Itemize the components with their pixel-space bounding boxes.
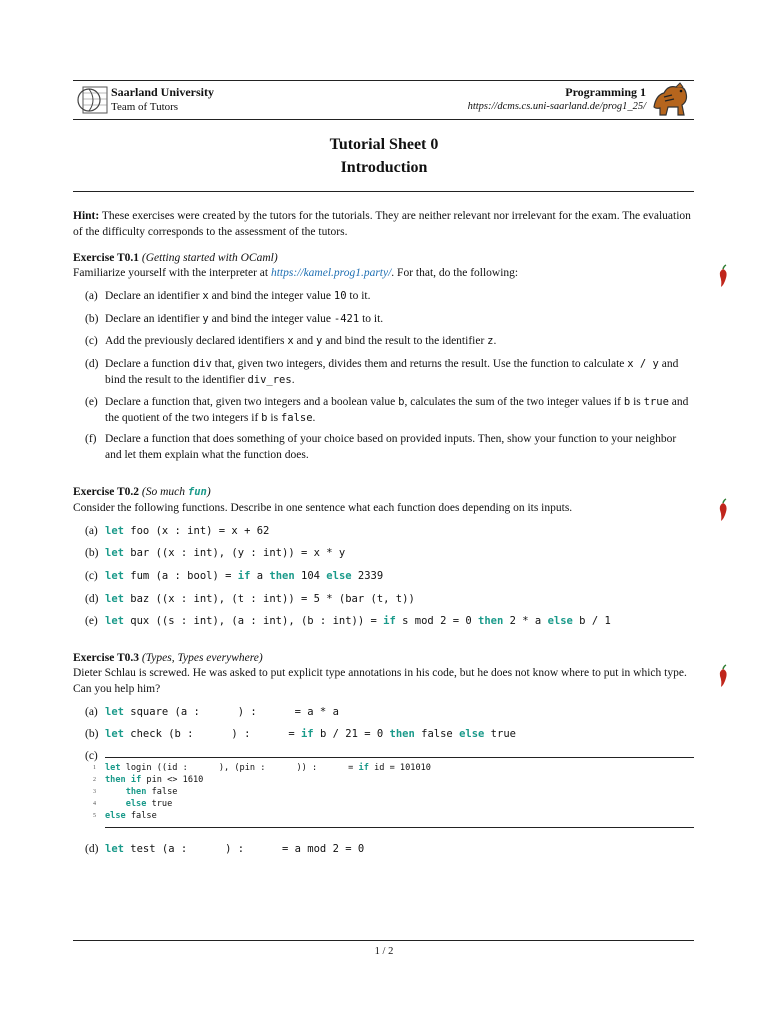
code-keyword: then (105, 775, 126, 785)
code-text: pin <> 1610 (141, 775, 204, 785)
item-code: b (623, 396, 631, 408)
camel-logo (650, 81, 690, 119)
exercise-2-item-d (85, 592, 695, 608)
sheet-subtitle: Introduction (340, 159, 428, 176)
code-text: a (250, 570, 270, 582)
exercise-1-item-d (85, 357, 695, 388)
exercise-3-subtitle: (Types, Types everywhere) (141, 652, 263, 664)
exercise-2-item-a (85, 524, 695, 540)
exercise-3-name: Exercise T0.3 (73, 652, 140, 664)
item-text: . (291, 373, 295, 386)
item-text: Add the previously declared identifiers (105, 335, 288, 347)
code-line (105, 774, 203, 786)
item-label: (a) (85, 525, 98, 537)
chili-icon (716, 264, 730, 288)
code-indent (105, 799, 126, 809)
code-text: check (b : ) : = (123, 728, 301, 740)
course-url[interactable]: https://dcms.cs.uni-saarland.de/prog1_25/ (467, 101, 646, 112)
exercise-2-subtitle (142, 486, 211, 498)
exercise-3-item-b (85, 727, 695, 743)
exercise-2-heading (73, 485, 698, 501)
item-code: z (487, 335, 494, 347)
exercise-3-intro: Dieter Schlau is screwed. He was asked to put explicit type annotations in his code, but he does not know where to put in which type. Can you help him? (73, 667, 687, 695)
item-code: x / y (627, 358, 659, 370)
exercise-2-subtitle-pre: (So much (141, 486, 188, 498)
item-text: , calculates the sum of the two integer values if (404, 396, 624, 408)
exercise-1-item-f (85, 432, 695, 463)
exercise-2-subtitle-post: ) (206, 486, 211, 498)
exercise-2-item-b (85, 546, 695, 562)
code-keyword: let (105, 525, 124, 537)
code-keyword: else (459, 728, 485, 740)
exercise-1-item-a (85, 289, 695, 305)
page-number: 1 / 2 (374, 946, 394, 957)
item-code: div (192, 358, 212, 370)
exercise-1-item-b (85, 312, 695, 328)
code-text: false (414, 728, 460, 740)
exercise-3-heading (73, 651, 698, 667)
sheet-title: Tutorial Sheet 0 (329, 136, 439, 153)
code-keyword: then (389, 728, 415, 740)
line-number: 5 (93, 813, 96, 819)
code-text: login ((id : ), (pin : )) : = (120, 763, 359, 773)
code-text: false (125, 811, 157, 821)
item-label: (b) (85, 313, 99, 325)
item-code: div_res (247, 373, 292, 386)
code-text: id = 101010 (368, 763, 431, 773)
code-text: true (146, 799, 173, 809)
code-keyword: else (105, 811, 126, 821)
item-text: Declare a function that, given two integers and a boolean value (105, 396, 399, 408)
item-code: x (202, 290, 209, 302)
code-keyword: else (547, 615, 573, 627)
item-label: (f) (85, 433, 97, 445)
exercise-2-name: Exercise T0.2 (73, 486, 140, 498)
code-keyword: let (105, 763, 121, 773)
code-keyword: let (105, 615, 124, 627)
exercise-2-item-c (85, 569, 695, 585)
footer-rule (73, 940, 694, 941)
code-keyword: let (105, 593, 124, 605)
team-name: Team of Tutors (111, 101, 179, 113)
item-text: that, given two integers, divides them and returns the result. Use the function to calculate (211, 358, 628, 370)
exercise-1-item-e (85, 395, 695, 426)
code-text: 104 (294, 570, 327, 582)
interpreter-link[interactable]: https://kamel.prog1.party/ (270, 267, 392, 279)
code-text: false (146, 787, 178, 797)
code-text: foo (x : int) = x + 62 (123, 525, 270, 537)
header-bottom-rule (73, 119, 694, 120)
item-label: (c) (85, 570, 98, 582)
code-listing-bottom-rule (105, 827, 694, 828)
item-label: (d) (85, 593, 99, 605)
item-text: to it. (359, 313, 384, 325)
item-label: (c) (85, 335, 98, 347)
code-keyword: then (269, 570, 295, 582)
code-text: true (484, 728, 516, 740)
item-text: and (293, 335, 317, 347)
item-text: is (630, 396, 644, 408)
code-keyword: if (383, 615, 396, 627)
line-number: 2 (93, 777, 96, 783)
exercise-1-intro-tail: . For that, do the following: (391, 267, 519, 279)
code-keyword: else (125, 799, 147, 809)
item-label: (b) (85, 728, 99, 740)
exercise-1-item-c (85, 334, 695, 350)
code-text: b / 21 = 0 (313, 728, 390, 740)
hint-label: Hint: (73, 210, 100, 222)
item-label: (e) (85, 615, 98, 627)
exercise-1-intro (73, 266, 698, 282)
code-indent (105, 787, 126, 797)
code-keyword: then (125, 787, 147, 797)
item-text: and bind the result to the identifier (322, 335, 488, 347)
chili-icon (716, 664, 730, 688)
course-name: Programming 1 (565, 85, 646, 99)
code-text: s mod 2 = 0 (395, 615, 478, 627)
code-text: baz ((x : int), (t : int)) = 5 * (bar (t, t)) (123, 593, 415, 605)
exercise-3-item-d (85, 842, 695, 858)
code-keyword: let (105, 843, 124, 855)
exercise-2-intro: Consider the following functions. Describe in one sentence what each function does depending on its inputs. (73, 502, 573, 514)
item-text: and bind the result to the identifier (105, 358, 679, 386)
code-text: bar ((x : int), (y : int)) = x * y (123, 547, 346, 559)
code-listing-top-rule (105, 757, 694, 758)
item-label: (c) (85, 750, 98, 762)
code-text: 2 * a (503, 615, 548, 627)
item-text: and bind the integer value (208, 290, 334, 302)
code-text: qux ((s : int), (a : int), (b : int)) = (123, 615, 384, 627)
item-code: x (287, 335, 294, 347)
line-number: 1 (93, 765, 96, 771)
item-label: (a) (85, 290, 98, 302)
header-top-rule (73, 80, 694, 81)
exercise-1-intro-text: Familiarize yourself with the interpreter at (73, 267, 271, 279)
code-text: 2339 (351, 570, 384, 582)
exercise-2-subtitle-code: fun (187, 486, 207, 498)
code-keyword: let (105, 547, 124, 559)
item-text: and the quotient of the two integers if (105, 396, 689, 424)
chili-icon (716, 498, 730, 522)
item-label: (d) (85, 843, 99, 855)
item-text: Declare an identifier (105, 313, 203, 325)
line-number: 4 (93, 801, 96, 807)
hint-text: These exercises were created by the tutors for the tutorials. They are neither relevant nor irrelevant for the exam. The evaluation of the difficulty corresponds to the assessment of the tutors. (73, 210, 691, 238)
code-keyword: else (326, 570, 352, 582)
exercise-3-item-a (85, 705, 695, 721)
code-line (105, 798, 172, 810)
code-line (105, 762, 431, 774)
code-keyword: if (300, 728, 314, 740)
item-code: y (202, 313, 209, 325)
code-text: fum (a : bool) = (123, 570, 238, 582)
item-label: (d) (85, 358, 99, 370)
line-number: 3 (93, 789, 96, 795)
item-code: b (261, 411, 268, 424)
code-keyword: let (105, 570, 124, 582)
item-code: 10 (333, 290, 347, 302)
university-logo (75, 85, 109, 115)
item-label: (a) (85, 706, 98, 718)
code-keyword: then (478, 615, 504, 627)
item-code: -421 (333, 313, 360, 325)
item-code: true (643, 396, 669, 408)
exercise-2-item-e (85, 614, 695, 630)
item-text: . (312, 411, 316, 424)
item-code: false (280, 411, 313, 424)
item-label: (b) (85, 547, 99, 559)
code-keyword: if (358, 763, 369, 773)
code-keyword: let (105, 706, 124, 718)
code-line (105, 786, 177, 798)
code-text: test (a : ) : = a mod 2 = 0 (123, 843, 365, 855)
item-text: Declare a function that does something of your choice based on provided inputs. Then, show your function to your neighbor and let them explain what the function does. (105, 433, 677, 461)
item-text: is (267, 411, 281, 424)
item-label: (e) (85, 396, 98, 408)
code-text: b / 1 (572, 615, 611, 627)
item-code: y (316, 335, 323, 347)
code-keyword: let (105, 728, 124, 740)
exercise-1-name: Exercise T0.1 (73, 252, 140, 264)
item-text: . (493, 335, 497, 347)
item-text: Declare an identifier (105, 290, 203, 302)
code-keyword: if (130, 775, 142, 785)
item-code: b (398, 396, 405, 408)
item-text: Declare a function (105, 358, 193, 370)
exercise-1-heading (73, 251, 698, 267)
code-keyword: if (237, 570, 251, 582)
exercise-1-subtitle: (Getting started with OCaml) (141, 252, 278, 264)
code-line (105, 810, 157, 822)
item-text: to it. (346, 290, 371, 302)
item-text: and bind the integer value (208, 313, 334, 325)
hint-paragraph (73, 209, 698, 240)
title-rule (73, 191, 694, 192)
university-name: Saarland University (111, 85, 215, 99)
code-text: square (a : ) : = a * a (123, 706, 339, 718)
